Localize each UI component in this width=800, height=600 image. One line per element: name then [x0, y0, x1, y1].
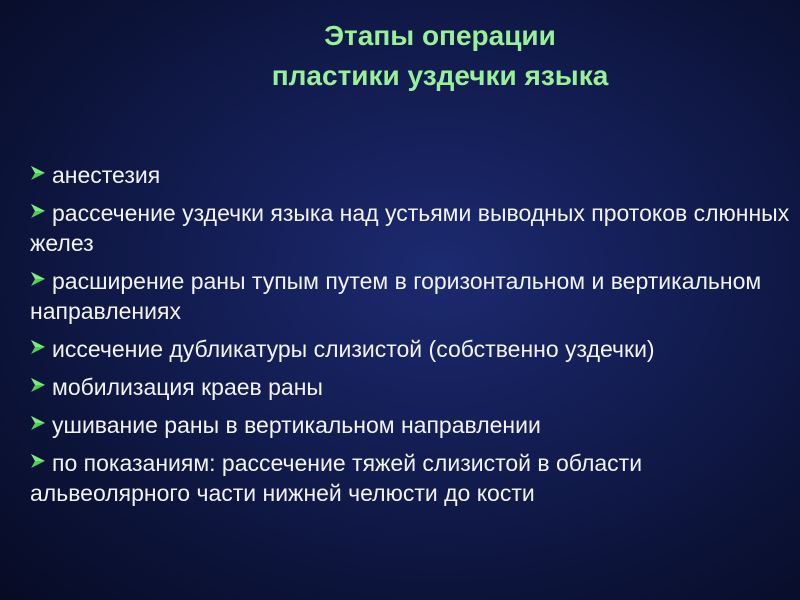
- list-item: [30, 334, 790, 364]
- bullet-list: [30, 160, 790, 516]
- list-item: [30, 372, 790, 402]
- list-item-text: рассечение уздечки языка над устьями выводных протоков слюнных желез: [30, 200, 790, 256]
- green-arrowhead-icon: [30, 377, 52, 393]
- title-line-1: Этапы операции: [324, 20, 556, 51]
- green-arrowhead-icon: [30, 415, 52, 431]
- green-arrowhead-icon: [30, 165, 52, 181]
- list-item: [30, 198, 790, 258]
- list-item-text: по показаниям: рассечение тяжей слизистой в области альвеолярного части нижней челюсти до кости: [30, 450, 643, 506]
- list-item-text: расширение раны тупым путем в горизонтальном и вертикальном направлениях: [30, 268, 762, 324]
- list-item-text: иссечение дубликатуры слизистой (собственно уздечки): [52, 336, 655, 362]
- list-item-text: анестезия: [52, 162, 161, 188]
- green-arrowhead-icon: [30, 203, 52, 219]
- list-item: [30, 448, 790, 508]
- green-arrowhead-icon: [30, 271, 52, 287]
- title-line-2: пластики уздечки языка: [271, 60, 609, 91]
- slide-title: [40, 16, 800, 96]
- list-item: [30, 266, 790, 326]
- list-item: [30, 410, 790, 440]
- list-item: [30, 160, 790, 190]
- green-arrowhead-icon: [30, 453, 52, 469]
- list-item-text: мобилизация краев раны: [52, 374, 323, 400]
- list-item-text: ушивание раны в вертикальном направлении: [52, 412, 541, 438]
- green-arrowhead-icon: [30, 339, 52, 355]
